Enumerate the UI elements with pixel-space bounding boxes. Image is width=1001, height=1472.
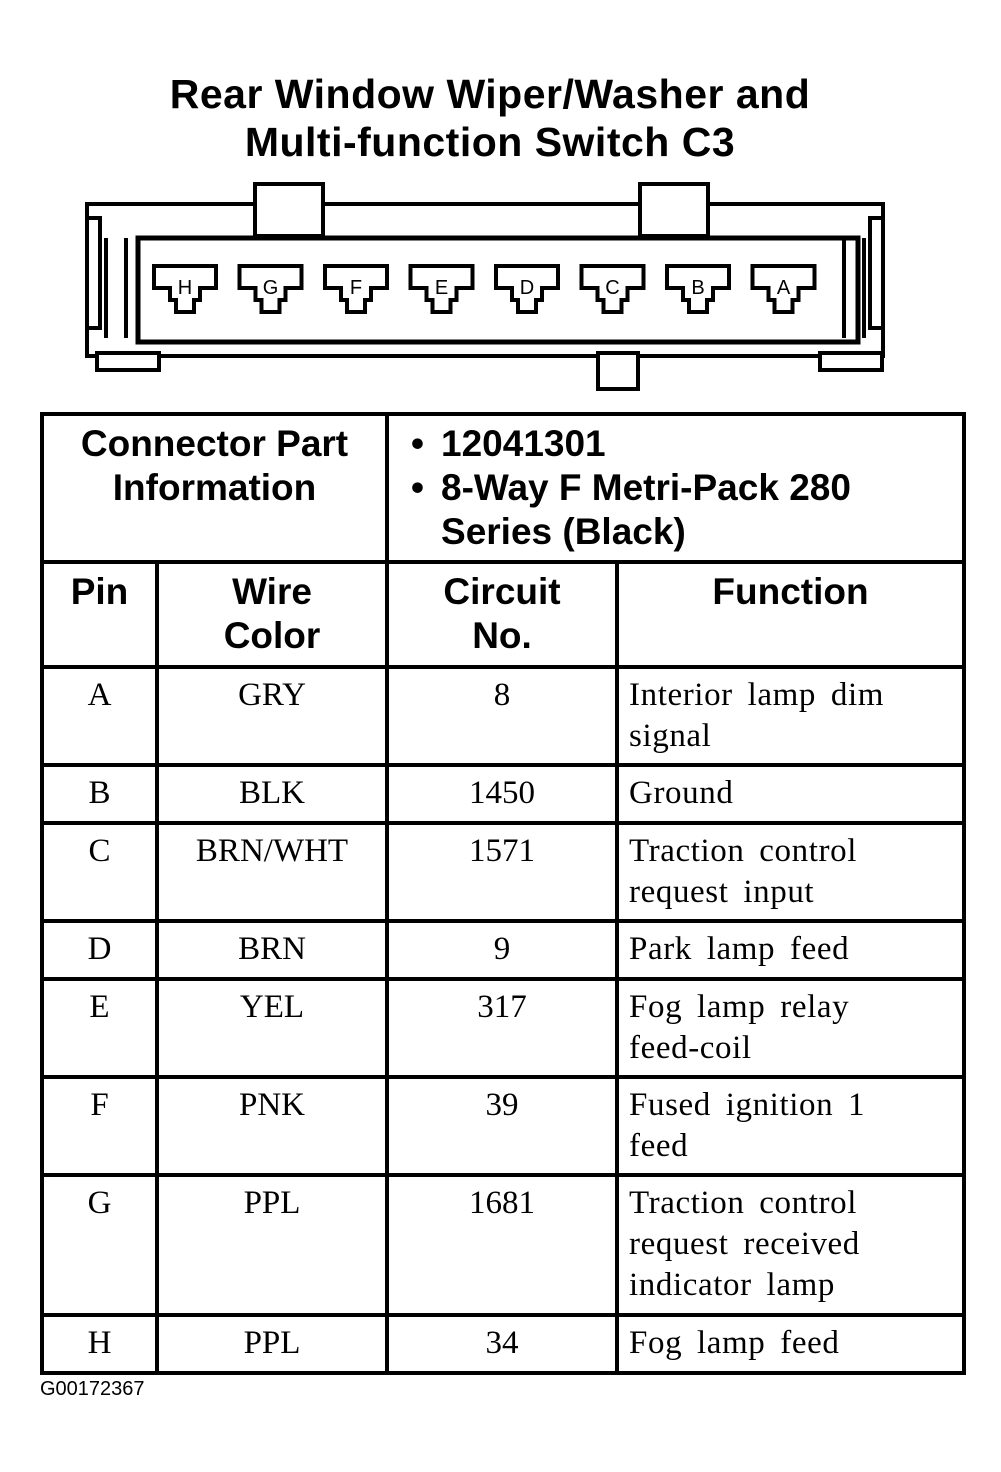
- wire-color-cell: PPL: [157, 1315, 387, 1373]
- diagram-title: [0, 70, 980, 166]
- function-line: Ground: [629, 775, 734, 811]
- function-line: Fog lamp feed: [629, 1325, 840, 1361]
- function-line: feed-coil: [629, 1030, 752, 1066]
- cavity-label: E: [434, 277, 449, 299]
- cavity-a: [753, 266, 815, 312]
- function-cell: [617, 1315, 964, 1373]
- function-line: Interior lamp dim: [629, 677, 884, 713]
- circuit-cell: 9: [387, 921, 617, 979]
- cavity-label: A: [776, 277, 791, 299]
- connector-cavities: [154, 266, 815, 312]
- pin-column-header: [42, 562, 157, 667]
- pin-row-g: [42, 1175, 964, 1315]
- wire-color-cell: PNK: [157, 1077, 387, 1175]
- connector-info-row: [42, 414, 964, 562]
- pin-row-b: [42, 765, 964, 823]
- cavity-label: D: [519, 277, 535, 299]
- part-number: [411, 422, 962, 466]
- connector-info-label: [42, 414, 387, 562]
- function-line: Traction control: [629, 833, 857, 869]
- function-line: request input: [629, 874, 815, 910]
- pin-cell: G: [42, 1175, 157, 1315]
- function-cell: [617, 765, 964, 823]
- function-line: indicator lamp: [629, 1267, 835, 1303]
- pin-cell: B: [42, 765, 157, 823]
- wire-color-header-line-2: Color: [223, 615, 321, 656]
- pin-cell: D: [42, 921, 157, 979]
- pinout-table: [40, 412, 966, 1375]
- connector-description: [411, 466, 962, 510]
- pin-cell: A: [42, 667, 157, 765]
- wire-color-cell: BRN/WHT: [157, 823, 387, 921]
- wire-color-column-header: [157, 562, 387, 667]
- cavity-h: [154, 266, 216, 312]
- cavity-b: [667, 266, 729, 312]
- connector-description-line-2: Series (Black): [441, 511, 686, 552]
- function-cell: [617, 823, 964, 921]
- function-header-text: Function: [712, 571, 869, 612]
- cavity-d: [496, 266, 558, 312]
- connector-info-values: [387, 414, 964, 562]
- circuit-column-header: [387, 562, 617, 667]
- function-line: request received: [629, 1226, 860, 1262]
- circuit-cell: 1681: [387, 1175, 617, 1315]
- pin-cell: C: [42, 823, 157, 921]
- pin-row-e: [42, 979, 964, 1077]
- pin-header-text: Pin: [70, 571, 129, 612]
- connector-info-label-line-1: Connector Part: [80, 423, 349, 464]
- connector-info-label-line-2: Information: [112, 467, 317, 508]
- cavity-label: G: [262, 277, 279, 299]
- wire-color-cell: YEL: [157, 979, 387, 1077]
- function-line: Fog lamp relay: [629, 989, 850, 1025]
- pin-row-c: [42, 823, 964, 921]
- function-line: Park lamp feed: [629, 931, 850, 967]
- pin-cell: H: [42, 1315, 157, 1373]
- pin-row-h: [42, 1315, 964, 1373]
- function-line: feed: [629, 1128, 689, 1164]
- pin-row-f: [42, 1077, 964, 1175]
- cavity-f: [325, 266, 387, 312]
- function-column-header: [617, 562, 964, 667]
- bullet-icon: •: [411, 467, 424, 508]
- cavity-label: H: [177, 277, 193, 299]
- cavity-c: [582, 266, 644, 312]
- pin-row-d: [42, 921, 964, 979]
- wire-color-cell: PPL: [157, 1175, 387, 1315]
- connector-face-drawing: [80, 178, 890, 393]
- function-cell: [617, 667, 964, 765]
- function-cell: [617, 921, 964, 979]
- part-number-value: 12041301: [441, 423, 606, 464]
- circuit-cell: 1571: [387, 823, 617, 921]
- circuit-cell: 1450: [387, 765, 617, 823]
- wire-color-header-line-1: Wire: [232, 571, 312, 612]
- circuit-header-line-2: No.: [472, 615, 532, 656]
- pin-cell: E: [42, 979, 157, 1077]
- cavity-label: C: [605, 277, 620, 299]
- wire-color-cell: GRY: [157, 667, 387, 765]
- function-cell: [617, 1175, 964, 1315]
- title-line-2: Multi-function Switch C3: [244, 119, 736, 165]
- function-cell: [617, 1077, 964, 1175]
- title-line-1: Rear Window Wiper/Washer and: [169, 71, 811, 117]
- cavity-label: F: [349, 277, 363, 299]
- cavity-g: [240, 266, 302, 312]
- circuit-cell: 39: [387, 1077, 617, 1175]
- wire-color-cell: BLK: [157, 765, 387, 823]
- circuit-cell: 34: [387, 1315, 617, 1373]
- pin-row-a: [42, 667, 964, 765]
- figure-code: G00172367: [40, 1378, 145, 1400]
- circuit-cell: 317: [387, 979, 617, 1077]
- connector-description-line-1: 8-Way F Metri-Pack 280: [441, 467, 851, 508]
- function-line: Fused ignition 1: [629, 1087, 866, 1123]
- cavity-label: B: [691, 277, 705, 299]
- function-line: Traction control: [629, 1185, 857, 1221]
- function-cell: [617, 979, 964, 1077]
- circuit-cell: 8: [387, 667, 617, 765]
- column-header-row: [42, 562, 964, 667]
- pin-cell: F: [42, 1077, 157, 1175]
- cavity-e: [411, 266, 473, 312]
- bullet-icon: •: [411, 423, 424, 464]
- function-line: signal: [629, 718, 712, 754]
- wire-color-cell: BRN: [157, 921, 387, 979]
- circuit-header-line-1: Circuit: [443, 571, 561, 612]
